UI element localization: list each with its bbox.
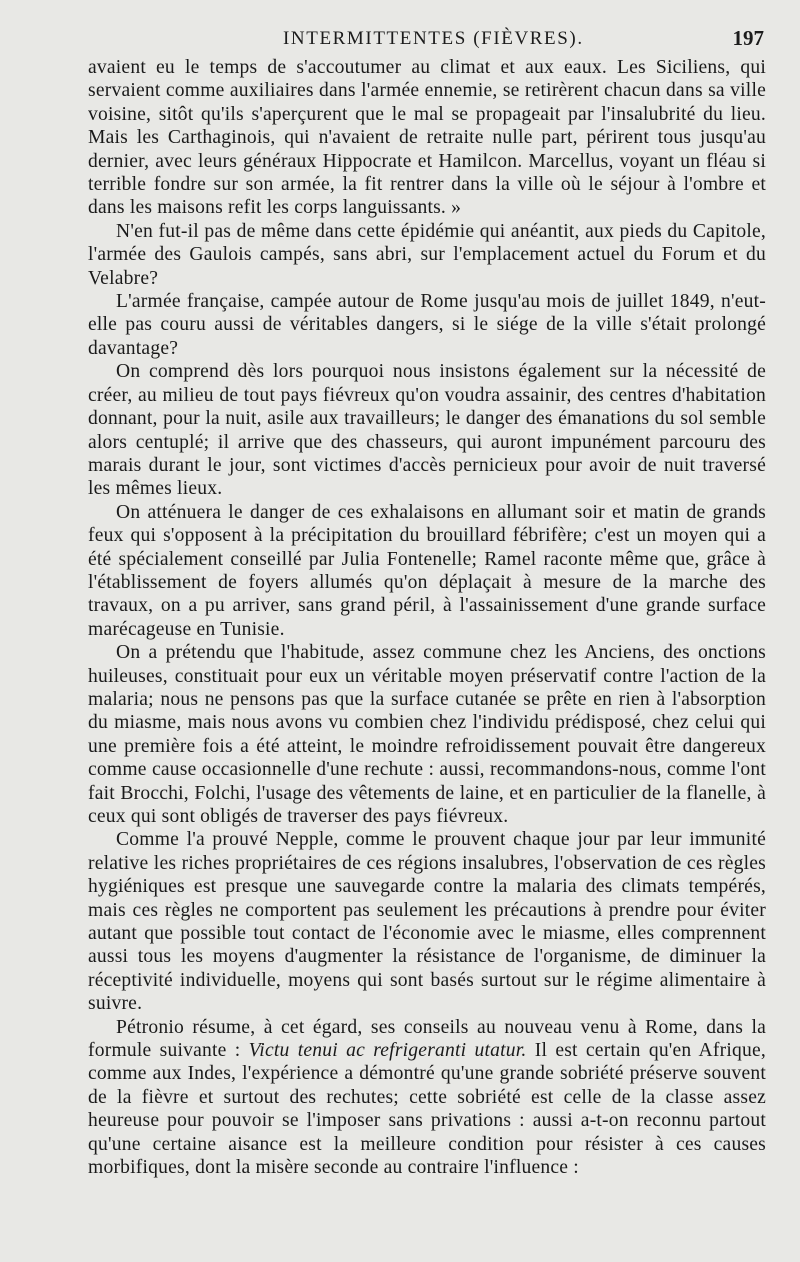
paragraph: Comme l'a prouvé Nepple, comme le prouvent chaque jour par leur immunité relative les riches propriétaires de ces régions insalubres, l'observation de ces règles hygiéniques est presque une sauvegarde contre la malaria des climats tempérés, mais ces règles ne comportent pas seulement les précautions à prendre pour éviter autant que possible tout contact de l'économie avec le miasme, elles comprennent aussi tous les moyens d'augmenter la résistance de l'organisme, de diminuer la réceptivité individuelle, moyens qui sont basés surtout sur le régime alimentaire à suivre.	[88, 829, 766, 1015]
paragraph-last	[88, 1016, 766, 1180]
page-number: 197	[732, 26, 764, 50]
paragraph-text: Pétronio résume, à cet égard, ses conseils au nouveau venu à Rome, dans la formule suivante :	[88, 1016, 766, 1062]
paragraph: L'armée française, campée autour de Rome jusqu'au mois de juillet 1849, n'eut-elle pas couru aussi de véritables dangers, si le siége de la ville s'était prolongé davantage?	[88, 291, 766, 359]
paragraph: avaient eu le temps de s'accoutumer au climat et aux eaux. Les Siciliens, qui servaient comme auxiliaires dans l'armée ennemie, se retirèrent chacun dans sa ville voisine, sitôt qu'ils s'aperçurent que le mal se propageait par l'insalubrité du lieu. Mais les Carthaginois, qui n'avaient de retraite nulle part, périrent tous jusqu'au dernier, avec leurs généraux Hippocrate et Hamilcon. Marcellus, voyant un fléau si terrible fondre sur son armée, la fit rentrer dans la ville où le séjour à l'ombre et dans les maisons refit les corps languissants. »	[88, 57, 766, 219]
paragraph: On a prétendu que l'habitude, assez commune chez les Anciens, des onctions huileuses, constituait pour eux un véritable moyen préservatif contre l'action de la malaria; nous ne pensons pas que la surface cutanée se prête en rien à l'absorption du miasme, mais nous avons vu combien chez l'individu prédisposé, chez celui qui une première fois a été atteint, le moindre refroidissement pouvait être dangereux comme cause occasionnelle d'une rechute : aussi, recommandons-nous, comme l'ont fait Brocchi, Folchi, l'usage des vêtements de laine, et en particulier de la flanelle, à ceux qui sont obligés de traverser des pays fiévreux.	[88, 642, 766, 827]
paragraph: On atténuera le danger de ces exhalaisons en allumant soir et matin de grands feux qui s'opposent à la précipitation du brouillard fébrifère; c'est un moyen qui a été spécialement conseillé par Julia Fontenelle; Ramel raconte même que, grâce à l'établissement de foyers allumés qu'on déplaçait à mesure de la marche des travaux, on a pu arriver, sans grand péril, à l'assainissement d'une grande surface marécageuse en Tunisie.	[88, 501, 766, 640]
running-title: INTERMITTENTES (FIÈVRES).	[283, 28, 584, 49]
page-header	[0, 24, 800, 54]
paragraph: On comprend dès lors pourquoi nous insistons également sur la nécessité de créer, au milieu de tout pays fiévreux qu'on voudra assainir, des centres d'habitation donnant, pour la nuit, asile aux travailleurs; le danger des émanations du sol semble alors centuplé; il arrive que des chasseurs, qui auront impunément parcouru des marais durant le jour, sont victimes d'accès pernicieux pour avoir de nuit traversé les mêmes lieux.	[88, 361, 766, 500]
latin-quote: Victu tenui ac refrigeranti utatur.	[248, 1040, 527, 1062]
paragraph: N'en fut-il pas de même dans cette épidémie qui anéantit, aux pieds du Capitole, l'armée des Gaulois campés, sans abri, sur l'emplacement actuel du Forum et du Velabre?	[88, 220, 766, 289]
body-text	[88, 56, 766, 1180]
paragraph-text: Il est certain qu'en Afrique, comme aux Indes, l'expérience a démontré qu'une grande sobriété préserve souvent de la fièvre et surtout des rechutes; cette sobriété est celle de la classe assez heureuse pour pouvoir se l'imposer sans privations : aussi a-t-on reconnu partout qu'une certaine aisance est la meilleure condition pour résister à ces causes morbifiques, dont la misère seconde au contraire l'influence :	[88, 1040, 766, 1179]
